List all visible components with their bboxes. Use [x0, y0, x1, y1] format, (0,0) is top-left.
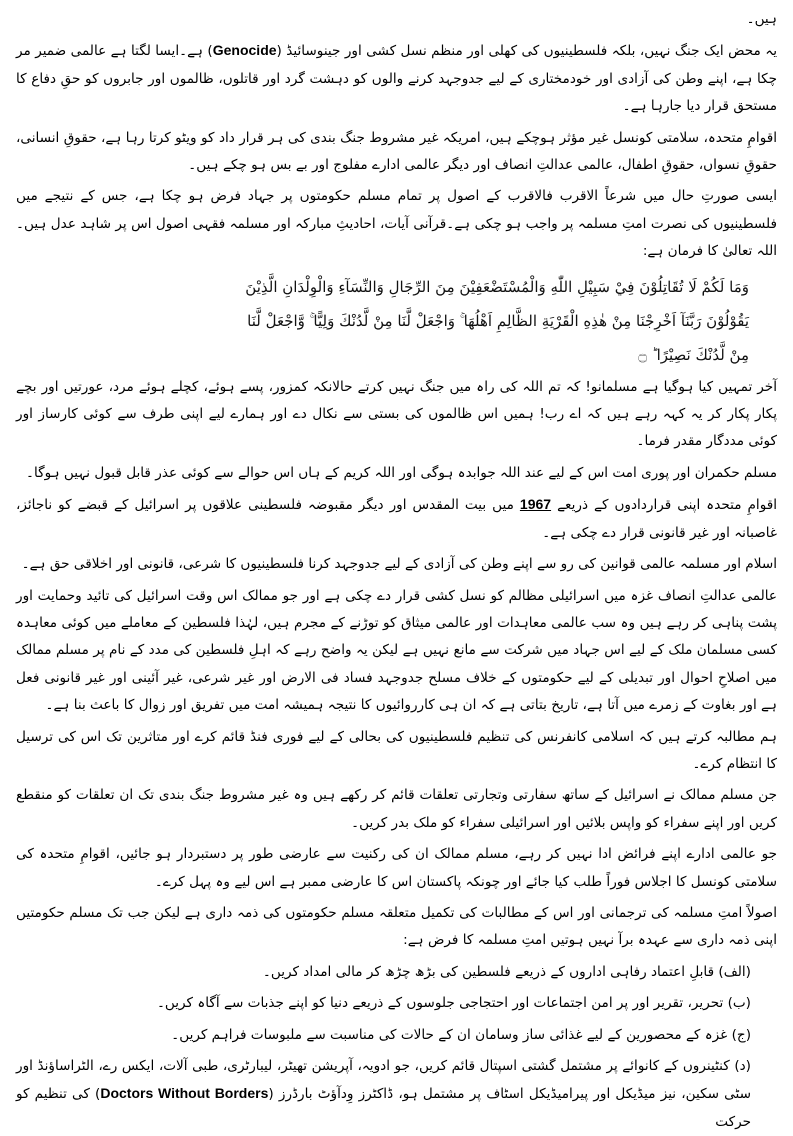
- paragraph-genocide-text-b: ) ہے۔ایسا لگتا ہے عالمی ضمیر مر چکا ہے، اپنے وطن کی آزادی اور خودمختاری کے لیے جدوجہد کرنے والوں کو دہشت گرد اور قاتلوں، ظالموں اور جابروں کو حقِ دفاع کا مستحق قرار دیا جارہا ہے۔: [16, 43, 777, 115]
- genocide-term: Genocide: [212, 42, 277, 59]
- paragraph-jihad-obligation: ایسی صورتِ حال میں شرعاً الاقرب فالاقرب کے اصول پر تمام مسلم حکومتوں پر جہاد فرض ہو چکا ہے، جس کے نتیجے میں فلسطینیوں کی نصرت امتِ مسلمہ پر واجب ہو چکی ہے۔قرآنی آیات، احادیثِ مبارکہ اور مسلمہ فقہی اصول اس پر شاہد عدل ہیں۔اللہ تعالیٰ کا فرمان ہے:: [16, 188, 777, 260]
- paragraph-accountability: مسلم حکمران اور پوری امت اس کے لیے عند اللہ جوابدہ ہوگی اور اللہ کریم کے ہاں اس حوالے سے کوئی عذر قابل قبول نہیں ہوگا۔: [25, 464, 777, 481]
- duty-list: [16, 959, 777, 1136]
- paragraph-sever-relations: جن مسلم ممالک نے اسرائیل کے ساتھ سفارتی وتجارتی تعلقات قائم کر رکھے ہیں وہ غیر مشروط جنگ بندی تک ان تعلقات کو منقطع کریں اور اپنے سفراء کو واپس بلائیں اور اسرائیلی سفراء کو ملک بدر کریں۔: [16, 787, 777, 831]
- paragraph-right-to-struggle: اسلام اور مسلمہ عالمی قوانین کی رو سے اپنے وطن کی آزادی کے لیے جدوجہد کرنا فلسطینیوں کا شرعی، قانونی اور اخلاقی حق ہے۔: [21, 556, 777, 573]
- list-item: [16, 1053, 777, 1136]
- list-item: (ب) تحریر، تقریر اور پر امن اجتماعات اور احتجاجی جلوسوں کے ذریعے دنیا کو اپنے جذبات سے آگاہ کریں۔: [156, 995, 751, 1012]
- top-fragment: ہیں۔: [746, 11, 777, 27]
- verse-translation: آخر تمہیں کیا ہوگیا ہے مسلمانو! کہ تم اللہ کی راہ میں جنگ نہیں کرتے حالانکہ کمزور، پسے ہوئے، کچلے ہوئے مرد، عورتیں اور بچے پکار پکار کر یہ کہہ رہے ہیں کہ اے رب! ہمیں اس ظالموں کی بستی سے نکال دے اور ہمارے لیے اپنی طرف سے کوئی کارساز اور کوئی مددگار مقدر فرما۔: [16, 378, 777, 450]
- list-item: (الف) قابلِ اعتماد رفاہی اداروں کے ذریعے فلسطین کی بڑھ چڑھ کر مالی امداد کریں۔: [262, 963, 751, 980]
- year-1967: 1967: [519, 496, 552, 513]
- paragraph-ummah-duty: اصولاً امتِ مسلمہ کی ترجمانی اور اس کے مطالبات کی تکمیل متعلقہ مسلم حکومتوں کی ذمہ داری ہے لیکن جب تک مسلم حکومتیں اپنی ذمہ داری سے عہدہ برآ نہیں ہوتیں امتِ مسلمہ کا فرض ہے:: [16, 904, 777, 949]
- doctors-without-borders-term: Doctors Without Borders: [100, 1085, 269, 1102]
- paragraph-genocide: [16, 37, 777, 120]
- quran-verse: [16, 270, 777, 372]
- paragraph-security-council: جو عالمی ادارے اپنے فرائض ادا نہیں کر رہے، مسلم ممالک ان کی رکنیت سے عارضی طور پر دستبردار ہو جائیں، اقوامِ متحدہ کی سلامتی کونسل کا اجلاس فوراً طلب کیا جائے اور چونکہ پاکستان اس کا عارضی ممبر ہے اس لیے وہ پہل کرے۔: [16, 846, 777, 890]
- list-item-d-text-b: ) کی تنظیم کو حرکت: [16, 1086, 751, 1130]
- paragraph-un-resolutions: [16, 491, 777, 547]
- quran-verse-line-1: وَمَا لَكُمْ لَا تُقَاتِلُوْنَ فِيْ سَبِيْلِ اللّٰهِ وَالْمُسْتَضْعَفِيْنَ مِنَ الرِّجَالِ وَالنِّسَآءِ وَالْوِلْدَانِ الَّذِيْنَ: [245, 277, 749, 296]
- paragraph-genocide-text-a: یہ محض ایک جنگ نہیں، بلکہ فلسطینیوں کی کھلی اور منظم نسل کشی اور جینوسائیڈ (: [276, 43, 777, 60]
- quran-verse-line-3: مِنْ لَّدُنْكَ نَصِيْرًا ؕ ۝: [638, 345, 749, 364]
- paragraph-icj: عالمی عدالتِ انصاف غزہ میں اسرائیلی مظالم کو نسل کشی قرار دے چکی ہے اور جو ممالک اس وقت اسرائیل کی تائید وحمایت اور پشت پناہی کر رہے ہیں وہ سب عالمی معاہدات اور عالمی میثاق کو توڑنے کے مجرم ہیں، لہٰذا فلسطین کے معاملے میں کوئی معاہدہ کسی مسلمان ملک کے لیے اس جہاد میں شرکت سے مانع نہیں ہے لیکن یہ واضح رہے کہ اہلِ فلسطین کی مدد کے نام پر مسلم ممالک میں اصلاحِ احوال اور تبدیلی کے لیے حکومتوں کے خلاف مسلح جدوجہد فساد فی الارض اور غیر شرعی، غیر آئینی اور غیر قانونی فعل ہے اور بغاوت کے زمرے میں آتا ہے، تاریخ بتاتی ہے کہ ان ہی کارروائیوں کا نتیجہ ہمیشہ امت میں تفریق اور زوال کا باعث بنا ہے۔: [16, 587, 777, 714]
- paragraph-un-resolutions-text-a: اقوامِ متحدہ اپنی قراردادوں کے ذریعے: [551, 497, 777, 514]
- list-item: (ج) غزہ کے محصورین کے لیے غذائی ساز وسامان ان کے حالات کی مناسبت سے ملبوسات فراہم کریں۔: [171, 1026, 751, 1043]
- paragraph-un-council: اقوامِ متحدہ، سلامتی کونسل غیر مؤثر ہوچکے ہیں، امریکہ غیر مشروط جنگ بندی کی ہر قرار داد کو ویٹو کرتا رہا ہے، حقوقِ انسانی، حقوقِ نسواں، حقوقِ اطفال، عالمی عدالتِ انصاف اور دیگر عالمی ادارے مفلوج اور بے بس ہو چکے ہیں۔: [16, 129, 777, 174]
- paragraph-oic-fund: ہم مطالبہ کرتے ہیں کہ اسلامی کانفرنس کی تنظیم فلسطینیوں کی بحالی کے لیے فوری فنڈ قائم کرے اور متاثرین تک اس کی ترسیل کا انتظام کرے۔: [16, 728, 777, 772]
- quran-verse-line-2: يَقُوْلُوْنَ رَبَّنَآ اَخْرِجْنَا مِنْ هٰذِهِ الْقَرْيَةِ الظَّالِمِ اَهْلُهَا ۚ وَاجْعَلْ لَّنَا مِنْ لَّدُنْكَ وَلِيًّا ۚ وَّاجْعَلْ لَّنَا: [247, 311, 749, 330]
- list-item-d-text-a: (د) کنٹینروں کے کانوائے پر مشتمل گشتی اسپتال قائم کریں، جو ادویہ، آپریشن تھیٹر، لیبارٹری، طبی آلات، ایکس رے، الٹراساؤنڈ اور سٹی سکین، نیز میڈیکل اور پیرامیڈیکل اسٹاف پر مشتمل ہو، ڈاکٹرز وِدآؤٹ بارڈرز (: [16, 1058, 752, 1103]
- paragraph-un-resolutions-text-b: میں بیت المقدس اور دیگر مقبوضہ فلسطینی علاقوں پر اسرائیل کے قبضے کو ناجائز، غاصبانہ اور غیر قانونی قرار دے چکی ہے۔: [16, 497, 777, 541]
